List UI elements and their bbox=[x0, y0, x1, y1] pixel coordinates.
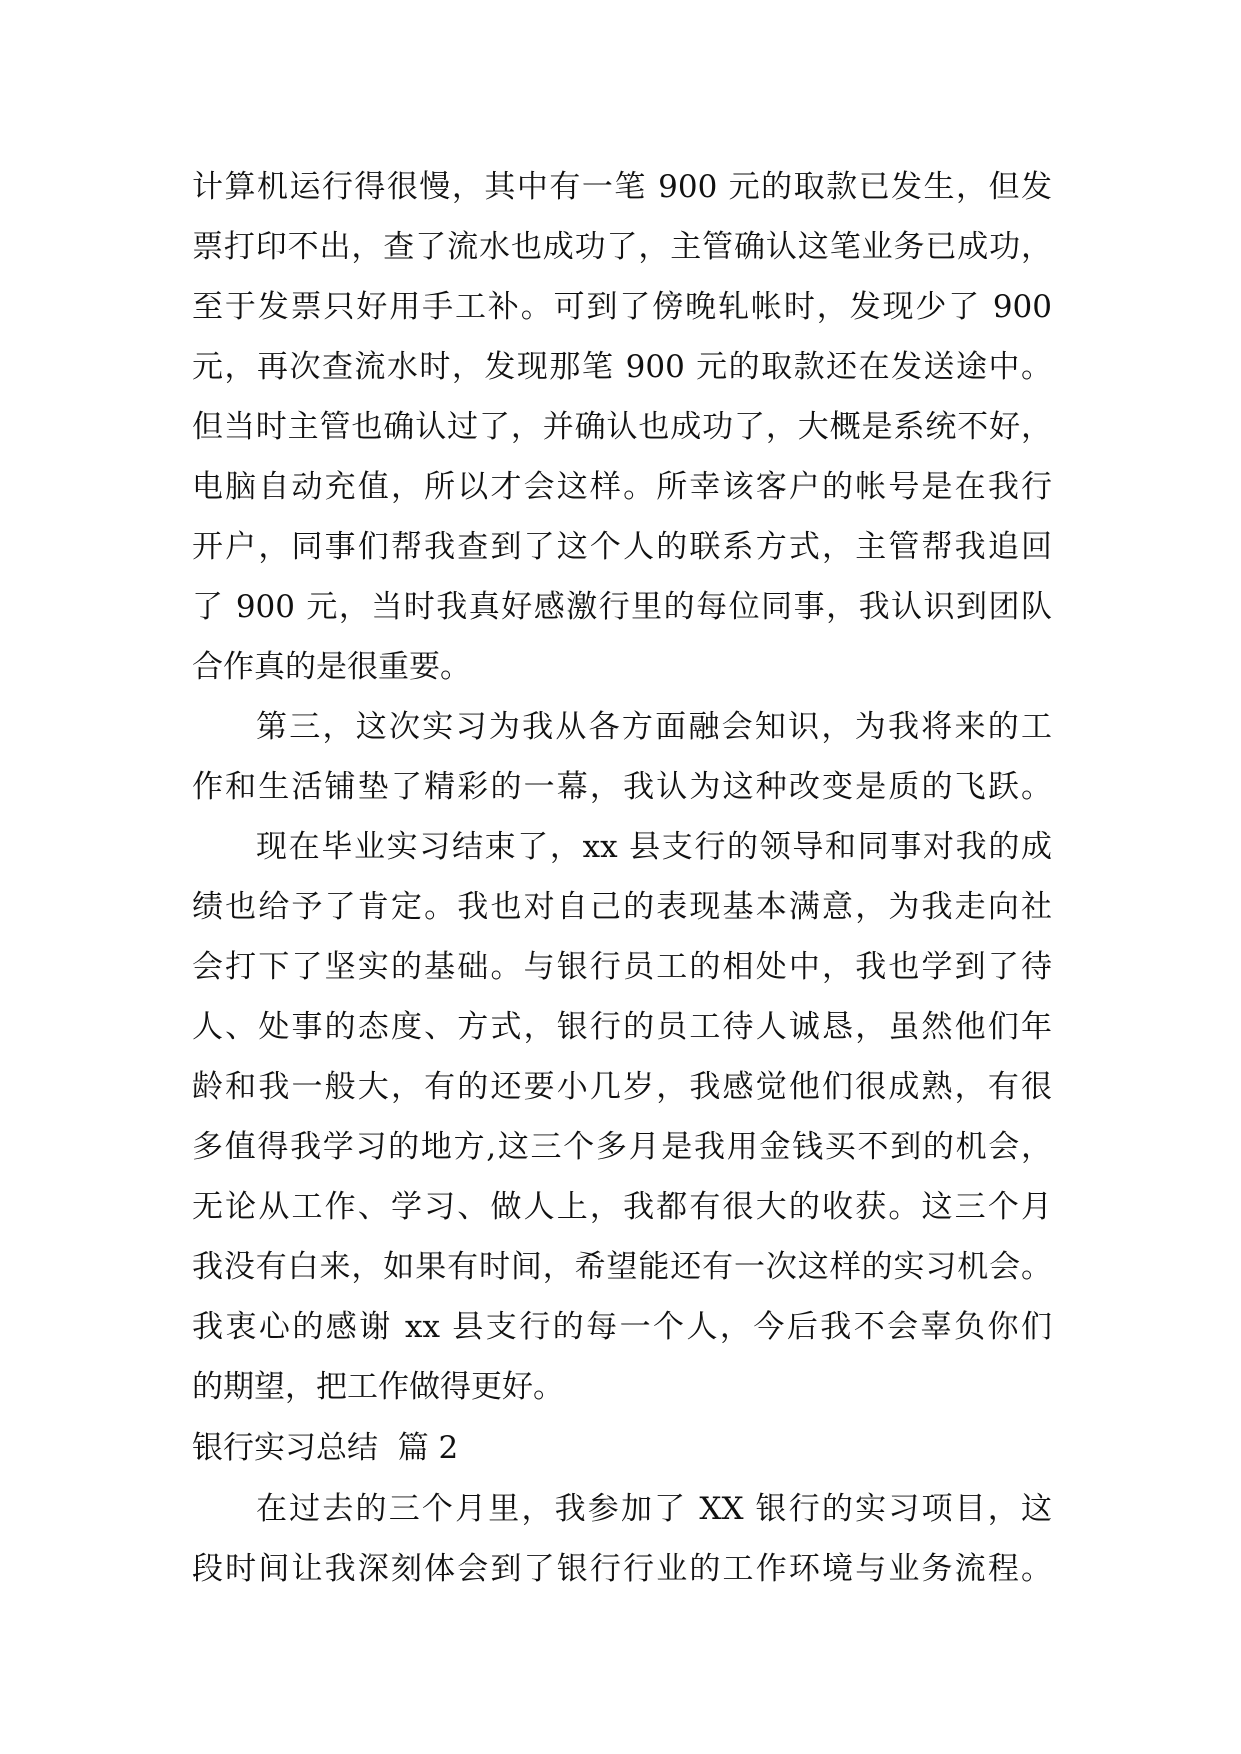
text-line: 段时间让我深刻体会到了银行行业的工作环境与业务流程。 bbox=[192, 1551, 1052, 1587]
text-line: 合作真的是很重要。 bbox=[192, 649, 471, 685]
text-line: 计算机运行得很慢，其中有一笔 900 元的取款已发生，但发 bbox=[192, 169, 1052, 205]
text-line: 票打印不出，查了流水也成功了，主管确认这笔业务已成功， bbox=[192, 229, 1052, 265]
text-line: 的期望，把工作做得更好。 bbox=[192, 1369, 564, 1405]
document-body bbox=[192, 157, 1052, 1599]
text-line: 至于发票只好用手工补。可到了傍晚轧帐时，发现少了 900 bbox=[192, 289, 1052, 325]
paragraph-2 bbox=[192, 697, 1052, 817]
text-line: 在过去的三个月里，我参加了 XX 银行的实习项目，这 bbox=[256, 1491, 1052, 1527]
text-line: 开户，同事们帮我查到了这个人的联系方式，主管帮我追回 bbox=[192, 529, 1052, 565]
text-line: 了 900 元，当时我真好感激行里的每位同事，我认识到团队 bbox=[192, 589, 1052, 625]
text-line: 我衷心的感谢 xx 县支行的每一个人，今后我不会辜负你们 bbox=[192, 1309, 1052, 1345]
text-line: 我没有白来，如果有时间，希望能还有一次这样的实习机会。 bbox=[192, 1249, 1052, 1285]
paragraph-1 bbox=[192, 157, 1052, 697]
paragraph-4 bbox=[192, 1479, 1052, 1599]
text-line: 多值得我学习的地方,这三个多月是我用金钱买不到的机会， bbox=[192, 1129, 1052, 1165]
text-line: 绩也给予了肯定。我也对自己的表现基本满意，为我走向社 bbox=[192, 889, 1052, 925]
text-line: 龄和我一般大，有的还要小几岁，我感觉他们很成熟，有很 bbox=[192, 1069, 1052, 1105]
text-line: 第三，这次实习为我从各方面融会知识，为我将来的工 bbox=[256, 709, 1052, 745]
text-line: 人、处事的态度、方式，银行的员工待人诚恳，虽然他们年 bbox=[192, 1009, 1052, 1045]
section-heading: 银行实习总结 篇 2 bbox=[192, 1430, 459, 1466]
text-line: 元，再次查流水时，发现那笔 900 元的取款还在发送途中。 bbox=[192, 349, 1052, 385]
text-line: 无论从工作、学习、做人上，我都有很大的收获。这三个月 bbox=[192, 1189, 1052, 1225]
text-line: 但当时主管也确认过了，并确认也成功了，大概是系统不好， bbox=[192, 409, 1052, 445]
text-line: 现在毕业实习结束了，xx 县支行的领导和同事对我的成 bbox=[256, 829, 1052, 865]
text-line: 作和生活铺垫了精彩的一幕，我认为这种改变是质的飞跃。 bbox=[192, 769, 1052, 805]
text-line: 电脑自动充值，所以才会这样。所幸该客户的帐号是在我行 bbox=[192, 469, 1052, 505]
paragraph-3 bbox=[192, 817, 1052, 1417]
text-line: 会打下了坚实的基础。与银行员工的相处中，我也学到了待 bbox=[192, 949, 1052, 985]
